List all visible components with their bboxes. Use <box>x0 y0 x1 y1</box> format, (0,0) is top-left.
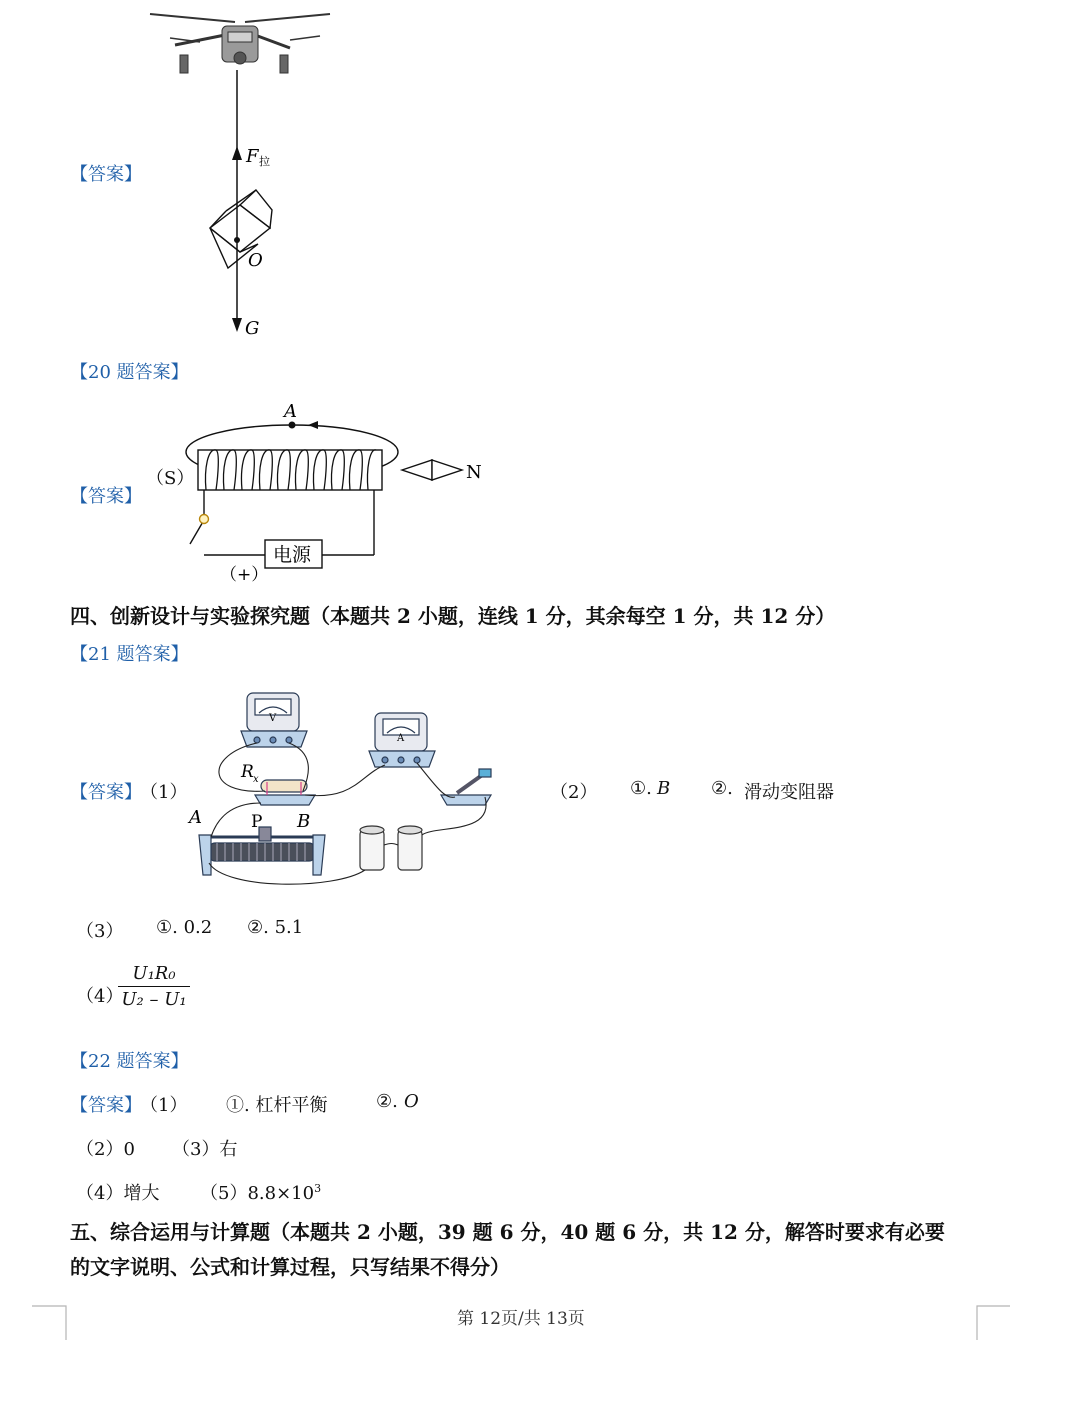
fraction-bar <box>118 986 190 987</box>
plus-label: （+） <box>220 565 269 585</box>
pole-s-label: （S） <box>146 468 195 489</box>
q22-p1-b-val: O <box>404 1091 419 1112</box>
q21-part1: （1） <box>140 782 188 803</box>
battery-icon <box>360 826 422 870</box>
q21-p2-b-num: ②. <box>711 778 733 799</box>
fraction-numerator: U₁R₀ <box>132 963 176 984</box>
rheo-b-label: B <box>297 811 311 832</box>
q20-answer-tag: 【答案】 <box>70 486 142 507</box>
circuit-apparatus-diagram <box>185 685 515 890</box>
force-sub: 拉 <box>259 155 270 168</box>
fraction-denominator: U₂ – U₁ <box>121 989 187 1010</box>
ammeter-label: A <box>397 733 405 744</box>
q22-line3-b-exponent: 3 <box>314 1182 322 1195</box>
pull-arrow-head <box>232 146 242 160</box>
q21-part3: （3） <box>76 921 124 942</box>
drone-icon <box>150 14 330 73</box>
q22-p1-b-num: ②. <box>376 1091 398 1112</box>
drone-force-diagram <box>140 0 360 340</box>
q21-title: 【21 题答案】 <box>70 644 189 665</box>
q22-title: 【22 题答案】 <box>70 1051 189 1072</box>
rheostat-icon <box>199 827 325 875</box>
rx-sub: x <box>253 774 259 785</box>
section5-heading-line1: 五、综合运用与计算题（本题共 2 小题，39 题 6 分，40 题 6 分，共 12 分，解答时要求有必要 <box>70 1220 945 1244</box>
rheo-p-label: P <box>251 812 263 832</box>
section4-heading: 四、创新设计与实验探究题（本题共 2 小题，连线 1 分，其余每空 1 分，共 12 分） <box>70 604 836 628</box>
needle-n-label: N <box>466 462 482 483</box>
page-number: 第 12页/共 13页 <box>457 1309 585 1329</box>
q22-line3-b <box>200 1179 321 1205</box>
q22-answer-tag: 【答案】 <box>70 1095 142 1116</box>
q22-p1-a: ①. 杠杆平衡 <box>226 1095 328 1116</box>
field-arrow <box>308 421 318 429</box>
power-label: 电源 <box>273 544 312 566</box>
compass-needle-icon <box>402 460 462 480</box>
gravity-label: G <box>245 318 260 339</box>
rheo-a-label: A <box>189 807 202 828</box>
center-label: O <box>248 250 263 271</box>
switch-icon <box>441 769 491 805</box>
q21-answer-tag: 【答案】 <box>70 782 142 803</box>
q20-title: 【20 题答案】 <box>70 362 189 383</box>
gravity-arrow-head <box>232 318 242 332</box>
point-a-dot <box>289 422 296 429</box>
q21-p2-a-num: ①. <box>630 778 652 799</box>
q21-part2: （2） <box>550 782 598 803</box>
answer-tag-19: 【答案】 <box>70 164 142 185</box>
q22-part1: （1） <box>140 1095 188 1116</box>
q21-p3-b: ②. 5.1 <box>247 917 304 938</box>
force-label: F <box>246 146 259 167</box>
q22-line3-a: （4）增大 <box>76 1183 160 1204</box>
voltmeter-label: V <box>269 713 277 724</box>
q21-p2-a-val: B <box>657 778 671 799</box>
rx-label: R <box>241 762 254 782</box>
center-dot <box>234 237 240 243</box>
switch-pivot <box>200 515 209 524</box>
q22-line3-b-value: （5）8.8×10 <box>200 1183 315 1204</box>
q21-p3-a: ①. 0.2 <box>156 917 213 938</box>
q22-line2-b: （3）右 <box>172 1139 238 1160</box>
q22-line2-a: （2）0 <box>76 1139 135 1160</box>
q21-part4: （4） <box>76 986 124 1007</box>
q21-p2-b-val: 滑动变阻器 <box>744 782 834 803</box>
point-a-label: A <box>284 401 297 422</box>
q21-fraction <box>118 963 190 1010</box>
section5-heading-line2: 的文字说明、公式和计算过程，只写结果不得分） <box>70 1255 510 1279</box>
solenoid-diagram <box>140 398 500 588</box>
